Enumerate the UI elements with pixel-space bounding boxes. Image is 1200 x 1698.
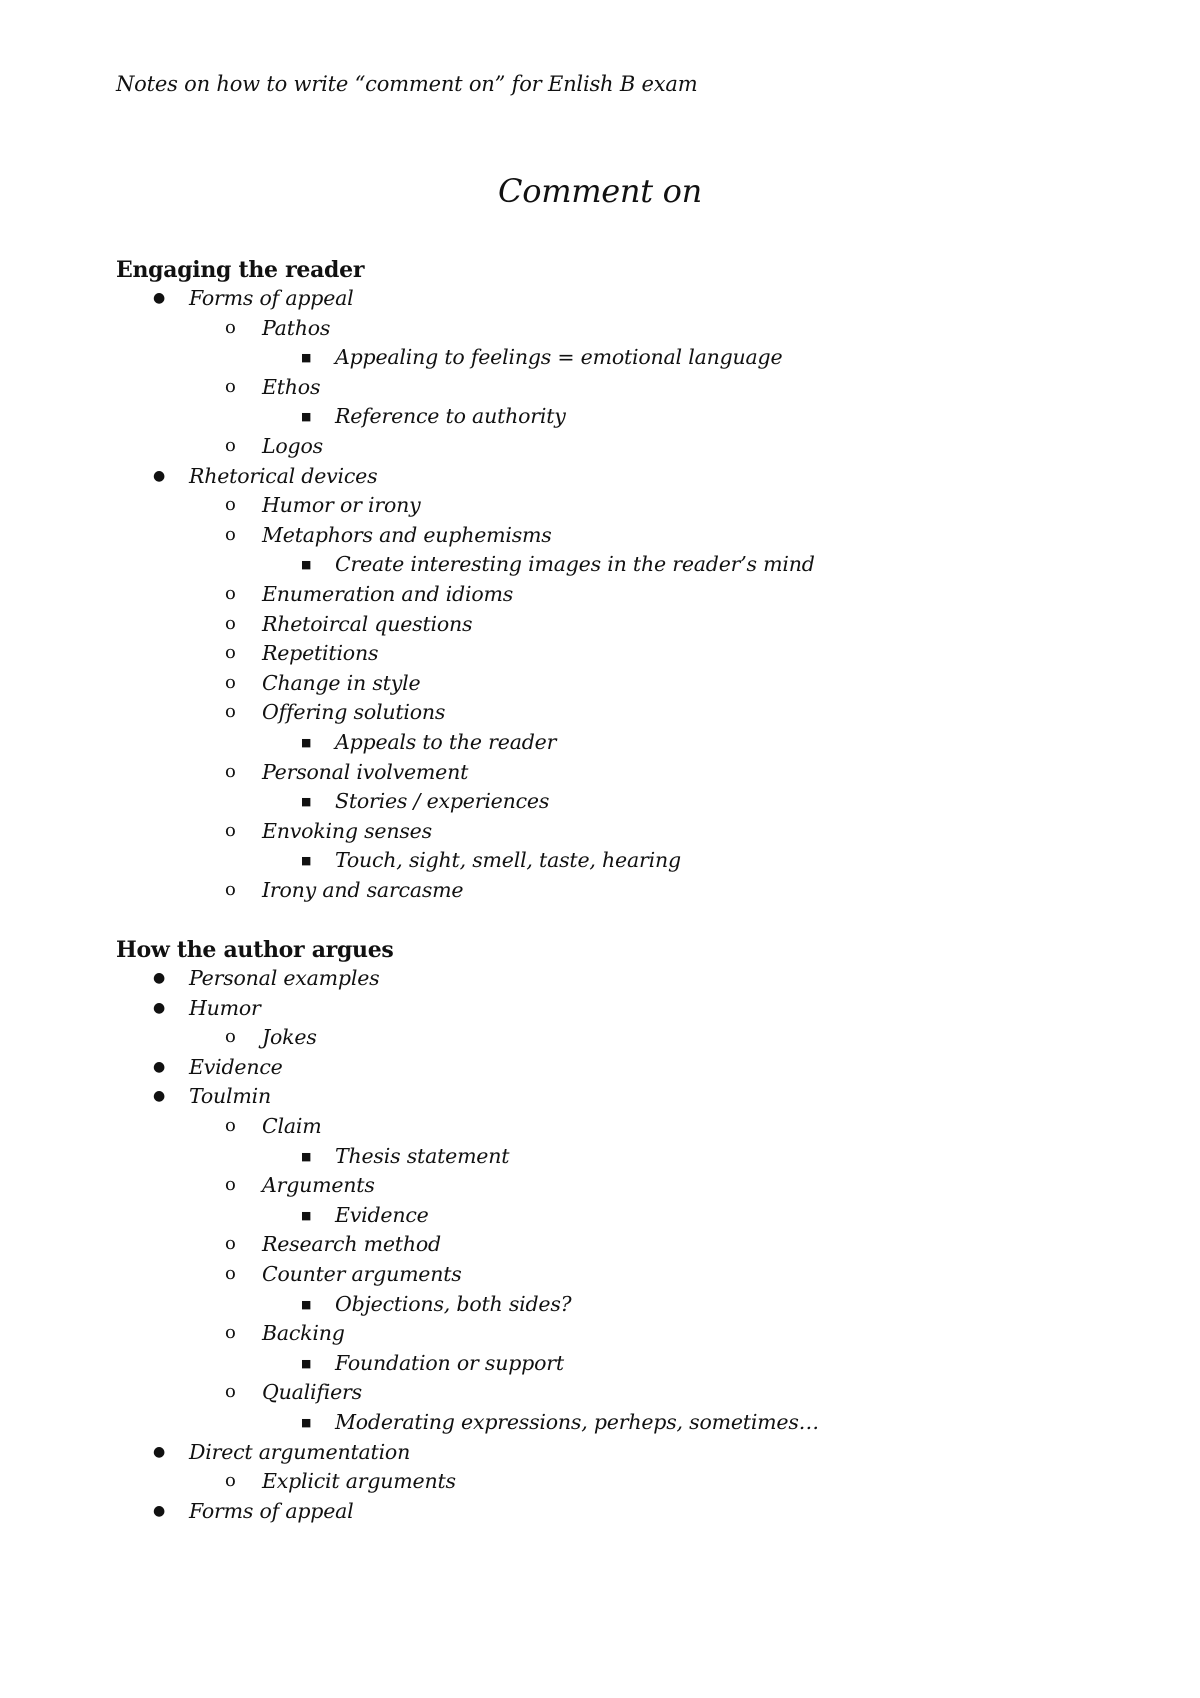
list-item-text: Forms of appeal [189,1498,354,1523]
list-item-text: Claim [262,1113,322,1138]
list-item-text: Forms of appeal [189,286,354,310]
list-item-level-2 [116,1023,1116,1053]
list-item-level-3 [116,1290,1116,1320]
list-item-level-2 [116,698,1116,728]
list-item-level-1 [116,284,1116,314]
bullet-square-icon: ■ [301,795,312,809]
list-item-level-2 [116,639,1116,669]
list-item-level-3 [116,728,1116,758]
list-item-text: Explicit arguments [262,1469,456,1494]
list-item-text: Logos [262,433,323,458]
list-item-text: Research method [262,1232,441,1257]
list-item-level-2 [116,1319,1116,1349]
list-item-level-2 [116,491,1116,521]
bullet-circle-icon: o [225,819,236,841]
list-item-level-2 [116,432,1116,462]
bullet-circle-icon: o [225,1233,236,1255]
bullet-square-icon: ■ [301,854,312,868]
list-item-level-2 [116,580,1116,610]
bullet-circle-icon: o [225,1381,236,1403]
bullet-circle-icon: o [225,375,236,397]
section-engaging-the-reader [116,256,1116,905]
list-item-level-3 [116,343,1116,373]
bullet-circle-icon: o [225,1026,236,1048]
list-item-text: Personal ivolvement [262,759,469,784]
bullet-square-icon: ■ [301,735,312,749]
list-item-text: Envoking senses [262,818,432,843]
list-item-text: Objections, both sides? [335,1291,572,1316]
bullet-circle-icon: o [225,316,236,338]
list-item-text: Change in style [262,670,421,695]
section-heading: Engaging the reader [116,257,365,283]
bullet-circle-icon: o [225,760,236,782]
bullet-square-icon: ■ [301,558,312,572]
list-item-level-1 [116,1497,1116,1527]
document-title: Comment on [498,172,702,210]
list-item-text: Direct argumentation [189,1439,411,1464]
bullet-disc-icon: ● [153,1443,166,1460]
list-item-text: Irony and sarcasme [262,877,464,902]
list-item-text: Reference to authority [335,404,566,429]
list-item-level-3 [116,1408,1116,1438]
bullet-disc-icon: ● [153,970,166,986]
list-item-text: Counter arguments [262,1261,462,1286]
list-item-text: Foundation or support [335,1350,564,1375]
list-item-level-2 [116,876,1116,906]
outline-list [116,284,1116,905]
bullet-circle-icon: o [225,701,236,723]
list-item-text: Qualifiers [262,1380,362,1405]
bullet-circle-icon: o [225,582,236,604]
bullet-square-icon: ■ [301,1149,312,1163]
list-item-level-2 [116,1230,1116,1260]
list-item-text: Repetitions [262,641,379,666]
bullet-square-icon: ■ [301,1356,312,1370]
list-item-text: Humor or irony [262,493,421,518]
list-item-text: Jokes [262,1025,317,1050]
list-item-level-2 [116,521,1116,551]
list-item-level-1 [116,462,1116,492]
bullet-circle-icon: o [225,612,236,634]
list-item-text: Rhetoircal questions [262,611,473,636]
bullet-square-icon: ■ [301,410,312,424]
list-item-level-3 [116,846,1116,876]
list-item-text: Thesis statement [335,1143,510,1168]
bullet-square-icon: ■ [301,1208,312,1222]
bullet-circle-icon: o [225,1174,236,1196]
list-item-text: Arguments [262,1173,375,1198]
bullet-disc-icon: ● [153,1088,166,1105]
list-item-text: Ethos [262,374,321,399]
bullet-circle-icon: o [225,671,236,693]
list-item-level-2 [116,1171,1116,1201]
bullet-disc-icon: ● [153,1058,166,1075]
bullet-circle-icon: o [225,1262,236,1284]
list-item-text: Toulmin [189,1084,271,1109]
bullet-square-icon: ■ [301,1297,312,1311]
list-item-level-2 [116,373,1116,403]
list-item-text: Metaphors and euphemisms [262,522,552,547]
list-item-level-1 [116,964,1116,994]
bullet-disc-icon: ● [153,1502,166,1519]
bullet-square-icon: ■ [301,351,312,365]
bullet-circle-icon: o [225,1114,236,1136]
list-item-level-2 [116,1112,1116,1142]
bullet-square-icon: ■ [301,1415,312,1429]
bullet-disc-icon: ● [153,290,166,306]
list-item-text: Evidence [335,1202,429,1227]
list-item-level-1 [116,1082,1116,1112]
list-item-text: Pathos [262,315,331,340]
list-item-level-2 [116,758,1116,788]
list-item-level-2 [116,817,1116,847]
list-item-text: Rhetorical devices [189,463,378,488]
list-item-level-1 [116,1053,1116,1083]
list-item-text: Create interesting images in the reader’s mind [335,552,815,577]
list-item-text: Backing [262,1321,345,1346]
bullet-circle-icon: o [225,642,236,664]
bullet-circle-icon: o [225,523,236,545]
list-item-level-2 [116,314,1116,344]
list-item-level-2 [116,1467,1116,1497]
list-item-level-3 [116,550,1116,580]
section-how-the-author-argues [116,936,1116,1526]
bullet-circle-icon: o [225,494,236,516]
list-item-text: Appealing to feelings = emotional language [335,345,783,370]
list-item-level-3 [116,1142,1116,1172]
outline-list [116,964,1116,1526]
list-item-text: Moderating expressions, perheps, sometimes… [335,1409,819,1434]
list-item-level-3 [116,1201,1116,1231]
list-item-level-3 [116,1349,1116,1379]
list-item-text: Humor [189,995,261,1020]
bullet-disc-icon: ● [153,999,166,1016]
list-item-level-3 [116,402,1116,432]
list-item-level-1 [116,1438,1116,1468]
list-item-level-1 [116,994,1116,1024]
list-item-text: Appeals to the reader [335,729,557,754]
list-item-level-2 [116,669,1116,699]
bullet-circle-icon: o [225,1322,236,1344]
section-heading: How the author argues [116,937,394,963]
list-item-text: Stories / experiences [335,789,550,814]
list-item-text: Offering solutions [262,700,446,725]
list-item-text: Evidence [189,1054,283,1079]
list-item-text: Touch, sight, smell, taste, hearing [335,848,681,873]
list-item-text: Personal examples [189,966,380,990]
bullet-disc-icon: ● [153,467,166,484]
list-item-level-2 [116,610,1116,640]
header-note: Notes on how to write “comment on” for Enlish B exam [116,72,698,96]
bullet-circle-icon: o [225,1470,236,1492]
list-item-level-2 [116,1260,1116,1290]
bullet-circle-icon: o [225,878,236,900]
list-item-level-2 [116,1378,1116,1408]
bullet-circle-icon: o [225,434,236,456]
list-item-level-3 [116,787,1116,817]
list-item-text: Enumeration and idioms [262,581,514,606]
